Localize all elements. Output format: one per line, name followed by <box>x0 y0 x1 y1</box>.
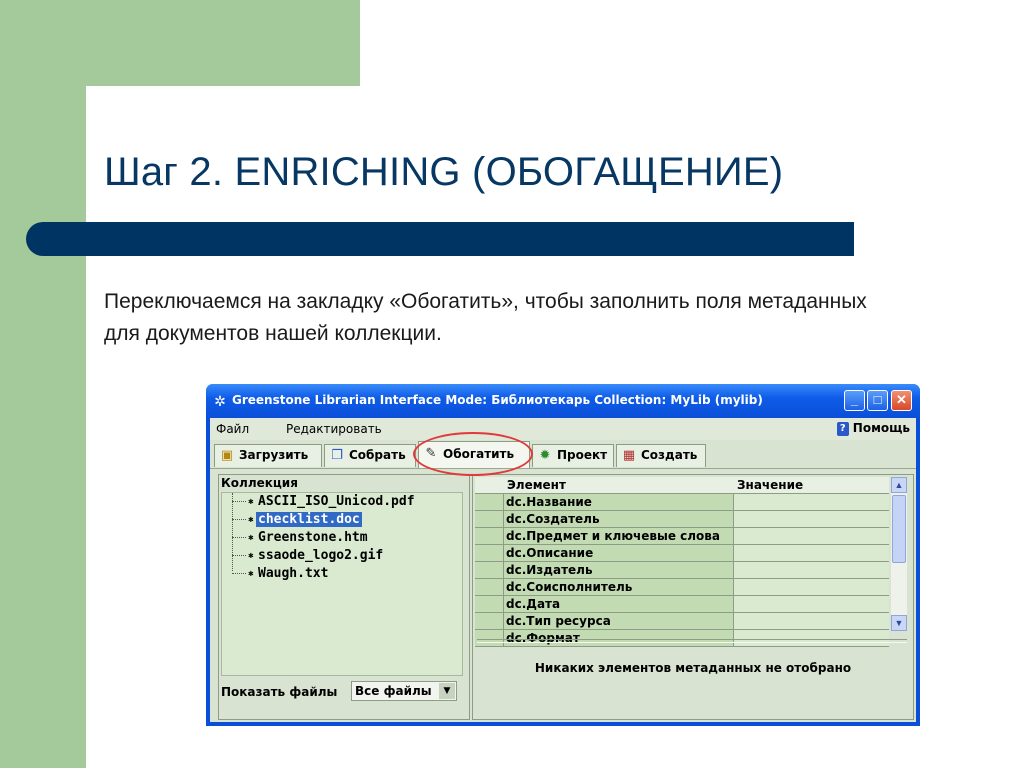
element-name-cell: dc.Дата <box>503 596 733 612</box>
tab-gather-label: Собрать <box>349 448 406 462</box>
app-window <box>206 384 920 726</box>
folder-download-icon: ▣ <box>220 448 234 463</box>
row-marker-cell <box>475 545 503 561</box>
slide-top-band <box>0 0 360 86</box>
value-cell[interactable] <box>733 528 889 544</box>
table-row[interactable] <box>475 528 889 545</box>
tab-bar <box>210 440 916 469</box>
minimize-button[interactable] <box>844 390 865 411</box>
tab-design-label: Проект <box>557 448 608 462</box>
table-row[interactable] <box>475 596 889 613</box>
column-header-element[interactable]: Элемент <box>507 478 566 492</box>
value-cell[interactable] <box>733 545 889 561</box>
value-cell[interactable] <box>733 613 889 629</box>
file-item-selected[interactable] <box>232 512 362 530</box>
element-name-cell: dc.Издатель <box>503 562 733 578</box>
tree-branch <box>232 537 246 538</box>
value-cell[interactable] <box>733 630 889 646</box>
minimize-icon: _ <box>850 392 859 407</box>
metadata-table[interactable] <box>475 477 889 645</box>
collection-file-tree[interactable] <box>221 492 463 676</box>
file-node-icon: ✱ <box>248 550 254 561</box>
file-item[interactable] <box>232 494 417 512</box>
table-row[interactable] <box>475 613 889 630</box>
element-name-cell: dc.Соисполнитель <box>503 579 733 595</box>
table-row[interactable] <box>475 494 889 511</box>
menu-help[interactable] <box>837 421 910 436</box>
slide-accent-bar <box>26 222 854 256</box>
tree-branch <box>232 501 246 502</box>
file-name: Greenstone.htm <box>258 530 368 545</box>
chevron-down-icon[interactable]: ▼ <box>439 683 455 699</box>
enrich-tab-highlight-ring <box>413 432 533 476</box>
tree-branch <box>232 519 246 520</box>
row-marker-cell <box>475 630 503 646</box>
window-title: Greenstone Librarian Interface Mode: Библиотекарь Collection: MyLib (mylib) <box>232 393 763 407</box>
window-titlebar[interactable] <box>206 384 920 418</box>
collection-header: Коллекция <box>221 476 298 490</box>
tab-enrich-label: Обогатить <box>443 447 515 461</box>
file-node-icon: ✱ <box>248 514 254 525</box>
row-marker-cell <box>475 511 503 527</box>
slide-corner-curve <box>86 86 146 146</box>
slide-body-text: Переключаемся на закладку «Обогатить», чтобы заполнить поля метаданных для документов нашей коллекции. <box>104 290 867 345</box>
tab-design[interactable] <box>532 444 614 467</box>
scrollbar-thumb[interactable] <box>892 495 906 563</box>
metadata-panel <box>472 474 914 720</box>
column-header-value[interactable]: Значение <box>737 478 804 492</box>
greenstone-app-icon: ✲ <box>214 393 226 409</box>
metadata-scrollbar[interactable] <box>891 477 907 631</box>
scroll-up-icon[interactable]: ▲ <box>891 477 907 493</box>
gear-icon: ✹ <box>539 448 551 463</box>
table-row[interactable] <box>475 511 889 528</box>
close-button[interactable] <box>891 390 912 411</box>
menu-file[interactable]: Файл <box>216 422 250 436</box>
row-marker-cell <box>475 494 503 510</box>
file-filter-select[interactable] <box>351 681 457 701</box>
tab-download-label: Загрузить <box>239 448 309 462</box>
file-item[interactable] <box>232 548 385 566</box>
file-item[interactable] <box>232 566 330 584</box>
row-marker-cell <box>475 528 503 544</box>
table-row[interactable] <box>475 579 889 596</box>
element-name-cell: dc.Формат <box>503 630 733 646</box>
scroll-down-icon[interactable]: ▼ <box>891 615 907 631</box>
show-files-label: Показать файлы <box>221 685 338 699</box>
value-cell[interactable] <box>733 579 889 595</box>
slide-title: Шаг 2. ENRICHING (ОБОГАЩЕНИЕ) <box>104 150 784 194</box>
row-marker-cell <box>475 596 503 612</box>
no-metadata-message: Никаких элементов метаданных не отобрано <box>534 661 852 675</box>
file-node-icon: ✱ <box>248 568 254 579</box>
collection-panel <box>218 474 470 720</box>
row-marker-cell <box>475 562 503 578</box>
file-name: Waugh.txt <box>258 566 329 581</box>
element-name-cell: dc.Тип ресурса <box>503 613 733 629</box>
value-cell[interactable] <box>733 494 889 510</box>
maximize-icon: □ <box>873 392 882 407</box>
table-row[interactable] <box>475 545 889 562</box>
element-name-cell: dc.Предмет и ключевые слова <box>503 528 733 544</box>
element-name-cell: dc.Название <box>503 494 733 510</box>
menu-edit[interactable]: Редактировать <box>286 422 382 436</box>
maximize-button[interactable] <box>867 390 888 411</box>
value-cell[interactable] <box>733 562 889 578</box>
tab-gather[interactable] <box>324 444 416 467</box>
file-name: ASCII_ISO_Unicod.pdf <box>258 494 415 509</box>
tab-create-label: Создать <box>641 448 698 462</box>
element-name-cell: dc.Создатель <box>503 511 733 527</box>
menu-help-label: Помощь <box>852 421 910 435</box>
tab-download[interactable] <box>214 444 322 467</box>
document-gather-icon: ❐ <box>331 448 343 463</box>
file-node-icon: ✱ <box>248 532 254 543</box>
file-name: checklist.doc <box>258 512 360 527</box>
file-name: ssaode_logo2.gif <box>258 548 384 563</box>
value-cell[interactable] <box>733 596 889 612</box>
panel-divider[interactable] <box>477 639 907 643</box>
window-client-area <box>210 418 916 722</box>
row-marker-cell <box>475 579 503 595</box>
build-icon: ▦ <box>622 448 636 463</box>
file-filter-value: Все файлы <box>355 684 432 698</box>
tree-branch <box>232 555 246 556</box>
help-book-icon: ? <box>837 422 849 436</box>
value-cell[interactable] <box>733 511 889 527</box>
enrich-edit-icon: ✎ <box>425 446 437 461</box>
tree-branch <box>232 573 246 574</box>
tab-create[interactable] <box>616 444 706 467</box>
close-icon: ✕ <box>896 392 907 407</box>
file-node-icon: ✱ <box>248 496 254 507</box>
row-marker-cell <box>475 613 503 629</box>
file-item[interactable] <box>232 530 370 548</box>
element-name-cell: dc.Описание <box>503 545 733 561</box>
slide-left-band <box>0 0 86 768</box>
metadata-table-header <box>475 477 889 494</box>
menu-bar <box>210 418 916 440</box>
table-row[interactable] <box>475 562 889 579</box>
